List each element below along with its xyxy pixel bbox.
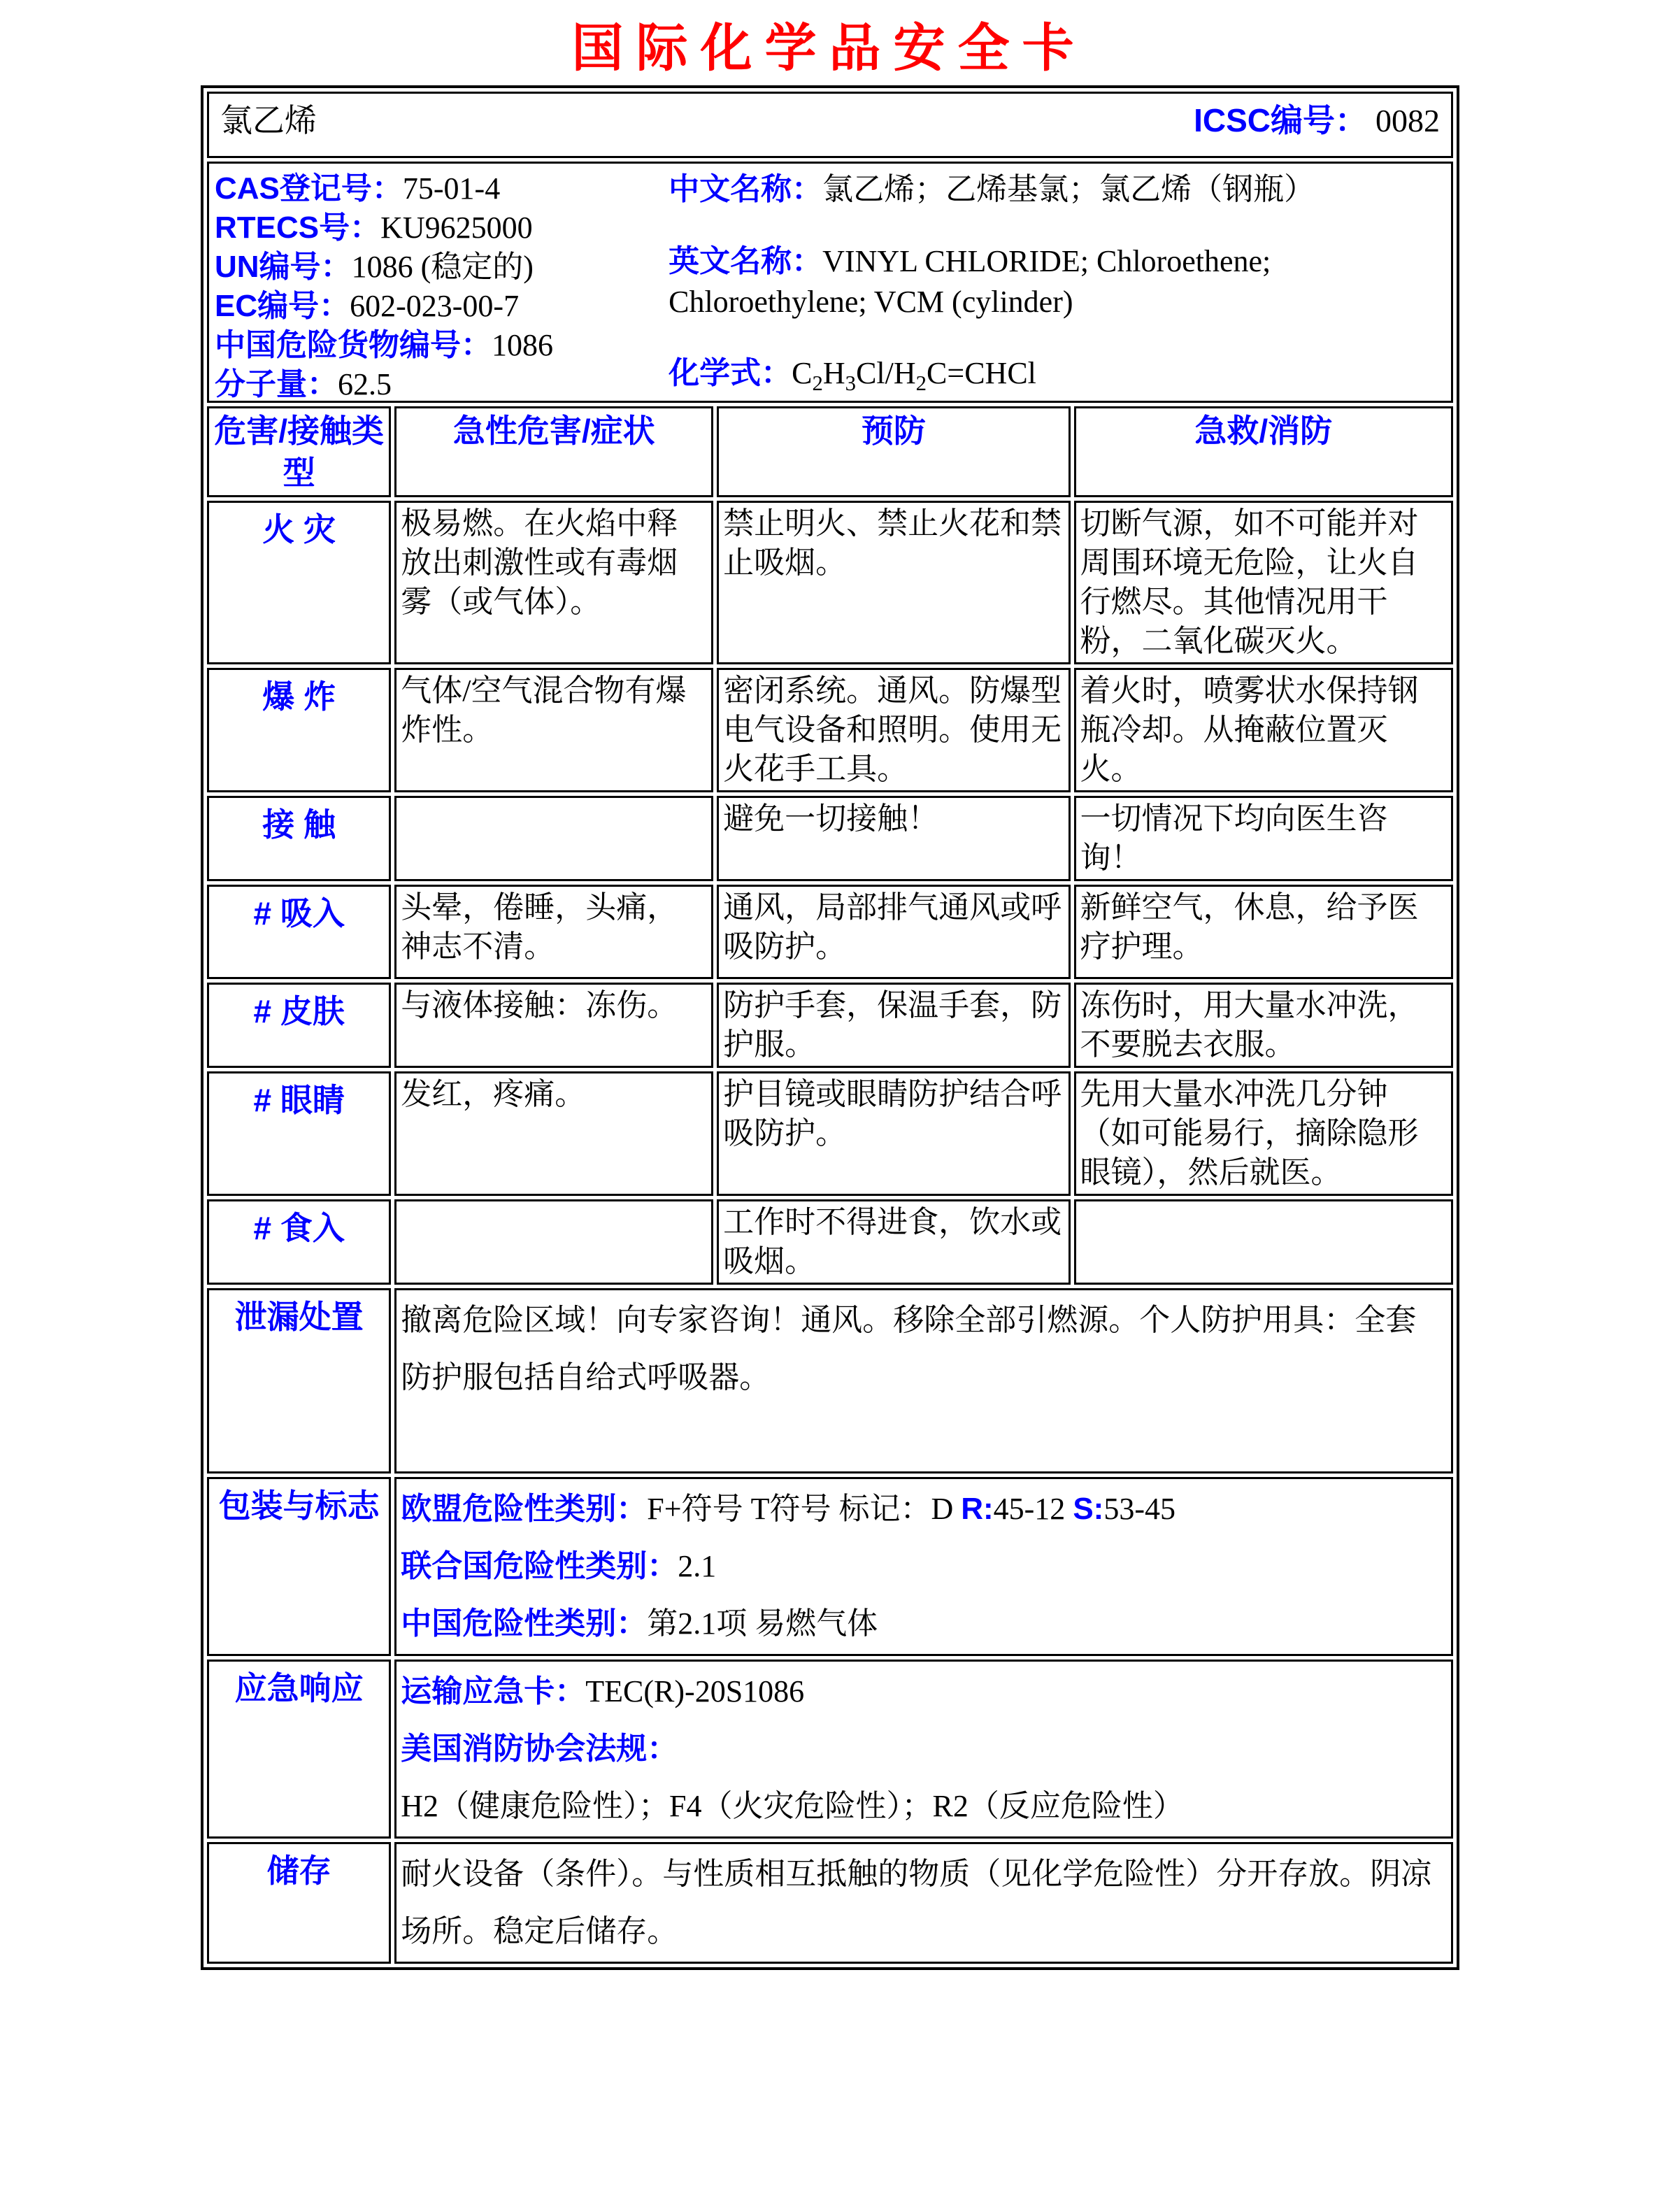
info-cas [215,169,662,208]
rtecs-label: RTECS号： [215,211,381,245]
explosion-symptoms: 气体/空气混合物有爆炸性。 [394,668,713,792]
eyes-firstaid: 先用大量水冲洗几分钟（如可能易行，摘除隐形眼镜），然后就医。 [1074,1071,1453,1196]
explosion-firstaid: 着火时，喷雾状水保持钢瓶冷却。从掩蔽位置灭火。 [1074,668,1453,792]
skin-firstaid: 冻伤时，用大量水冲洗，不要脱去衣服。 [1074,983,1453,1068]
contact-firstaid: 一切情况下均向医生咨询！ [1074,796,1453,881]
col-header-firstaid: 急救/消防 [1074,406,1453,497]
icsc-table [203,88,1457,1967]
info-ec [215,287,662,326]
inhalation-symptoms: 头晕，倦睡，头痛，神志不清。 [394,885,713,979]
formula-label: 化学式： [669,356,792,390]
china-dg-value: 1086 [492,328,553,362]
spill-content [394,1288,1453,1474]
info-china-dg [215,326,662,365]
molweight-value: 62.5 [338,367,392,401]
info-row [207,162,1453,403]
col-header-hazard-type: 危害/接触类型 [207,406,391,497]
english-name-label: 英文名称： [669,243,823,278]
formula-value: $C_2H_3Cl/H_2C=CHCl$ [792,356,1036,395]
formula-line [669,353,1444,394]
un-value: 1086 (稳定的) [351,250,534,284]
info-molweight [215,365,662,403]
chinese-name-label: 中文名称： [669,172,823,206]
emergency-content [394,1660,1453,1839]
ingestion-prevention: 工作时不得进食，饮水或吸烟。 [717,1199,1070,1285]
inhalation-firstaid: 新鲜空气，休息，给予医疗护理。 [1074,885,1453,979]
packaging-eu-line: 欧盟危险性类别：F+符号 T符号 标记：D R:45-12 S:53-45 [401,1492,1175,1526]
col-header-prevention: 预防 [717,406,1070,497]
packaging-label: 包装与标志 [207,1477,391,1656]
contact-symptoms [394,796,713,881]
eyes-label: # 眼睛 [207,1071,391,1196]
storage-content [394,1842,1453,1964]
info-right-column [669,169,1444,394]
icsc-card [201,85,1459,1970]
contact-prevention: 避免一切接触！ [717,796,1070,881]
rtecs-value: KU9625000 [380,211,533,245]
section-row-emergency [207,1660,1453,1839]
contact-label: 接 触 [207,796,391,881]
cas-value: 75-01-4 [402,171,501,206]
ingestion-symptoms [394,1199,713,1285]
china-dg-label: 中国危险货物编号： [215,328,492,362]
molweight-label: 分子量： [215,367,338,401]
section-row-storage [207,1842,1453,1964]
emergency-label: 应急响应 [207,1660,391,1839]
english-name-value: VINYL CHLORIDE; Chloroethene; Chloroethylene; VCM (cylinder) [669,243,1271,319]
spill-label: 泄漏处置 [207,1288,391,1474]
fire-prevention: 禁止明火、禁止火花和禁止吸烟。 [717,501,1070,664]
hazard-row-skin [207,983,1453,1068]
cas-label: CAS登记号： [215,171,403,206]
card-header-row [207,92,1453,158]
inhalation-label: # 吸入 [207,885,391,979]
ingestion-label: # 食入 [207,1199,391,1285]
explosion-prevention: 密闭系统。通风。防爆型电气设备和照明。使用无火花手工具。 [717,668,1070,792]
english-name-line [669,241,1444,322]
icsc-number [1194,95,1440,141]
ec-label: EC编号： [215,289,350,323]
icsc-number-value: 0082 [1375,103,1440,138]
card-header-cell [207,92,1453,158]
hazard-row-explosion [207,668,1453,792]
hazard-header-row [207,406,1453,497]
storage-line: 耐火设备（条件）。与性质相互抵触的物质（见化学危险性）分开存放。阴凉场所。稳定后储存。 [401,1857,1432,1948]
ec-value: 602-023-00-7 [350,289,520,323]
info-un [215,248,662,287]
storage-label: 储存 [207,1842,391,1964]
skin-prevention: 防护手套，保温手套，防护服。 [717,983,1070,1068]
spill-line: 撤离危险区域！向专家咨询！通风。移除全部引燃源。个人防护用具：全套防护服包括自给式呼吸器。 [401,1303,1417,1394]
fire-firstaid: 切断气源，如不可能并对周围环境无危险，让火自行燃尽。其他情况用干粉，二氧化碳灭火。 [1074,501,1453,664]
fire-symptoms: 极易燃。在火焰中释放出刺激性或有毒烟雾（或气体）。 [394,501,713,664]
info-left-column [215,169,662,403]
icsc-number-label: ICSC编号： [1194,102,1367,138]
hazard-row-contact [207,796,1453,881]
packaging-china-line: 中国危险性类别：第2.1项 易燃气体 [401,1606,878,1641]
hazard-row-eyes [207,1071,1453,1196]
hazard-row-inhalation [207,885,1453,979]
eyes-prevention: 护目镜或眼睛防护结合呼吸防护。 [717,1071,1070,1196]
col-header-symptoms: 急性危害/症状 [394,406,713,497]
skin-symptoms: 与液体接触：冻伤。 [394,983,713,1068]
emergency-nfpa-line: 美国消防协会法规：H2（健康危险性）；F4（火灾危险性）；R2（反应危险性） [401,1732,1184,1823]
section-row-packaging [207,1477,1453,1656]
emergency-tec-line: 运输应急卡：TEC(R)-20S1086 [401,1674,805,1708]
ingestion-firstaid [1074,1199,1453,1285]
inhalation-prevention: 通风，局部排气通风或呼吸防护。 [717,885,1070,979]
info-cell [207,162,1453,403]
explosion-label: 爆 炸 [207,668,391,792]
packaging-content [394,1477,1453,1656]
section-row-spill [207,1288,1453,1474]
fire-label: 火 灾 [207,501,391,664]
eyes-symptoms: 发红，疼痛。 [394,1071,713,1196]
un-label: UN编号： [215,250,352,284]
chinese-name-value: 氯乙烯；乙烯基氯；氯乙烯（钢瓶） [822,172,1315,206]
hazard-row-ingestion [207,1199,1453,1285]
info-rtecs [215,208,662,248]
chemical-name: 氯乙烯 [220,103,317,138]
chinese-name-line [669,169,1444,210]
hazard-row-fire [207,501,1453,664]
page-title: 国际化学品安全卡 [571,20,1087,78]
skin-label: # 皮肤 [207,983,391,1068]
packaging-un-line: 联合国危险性类别：2.1 [401,1549,717,1583]
